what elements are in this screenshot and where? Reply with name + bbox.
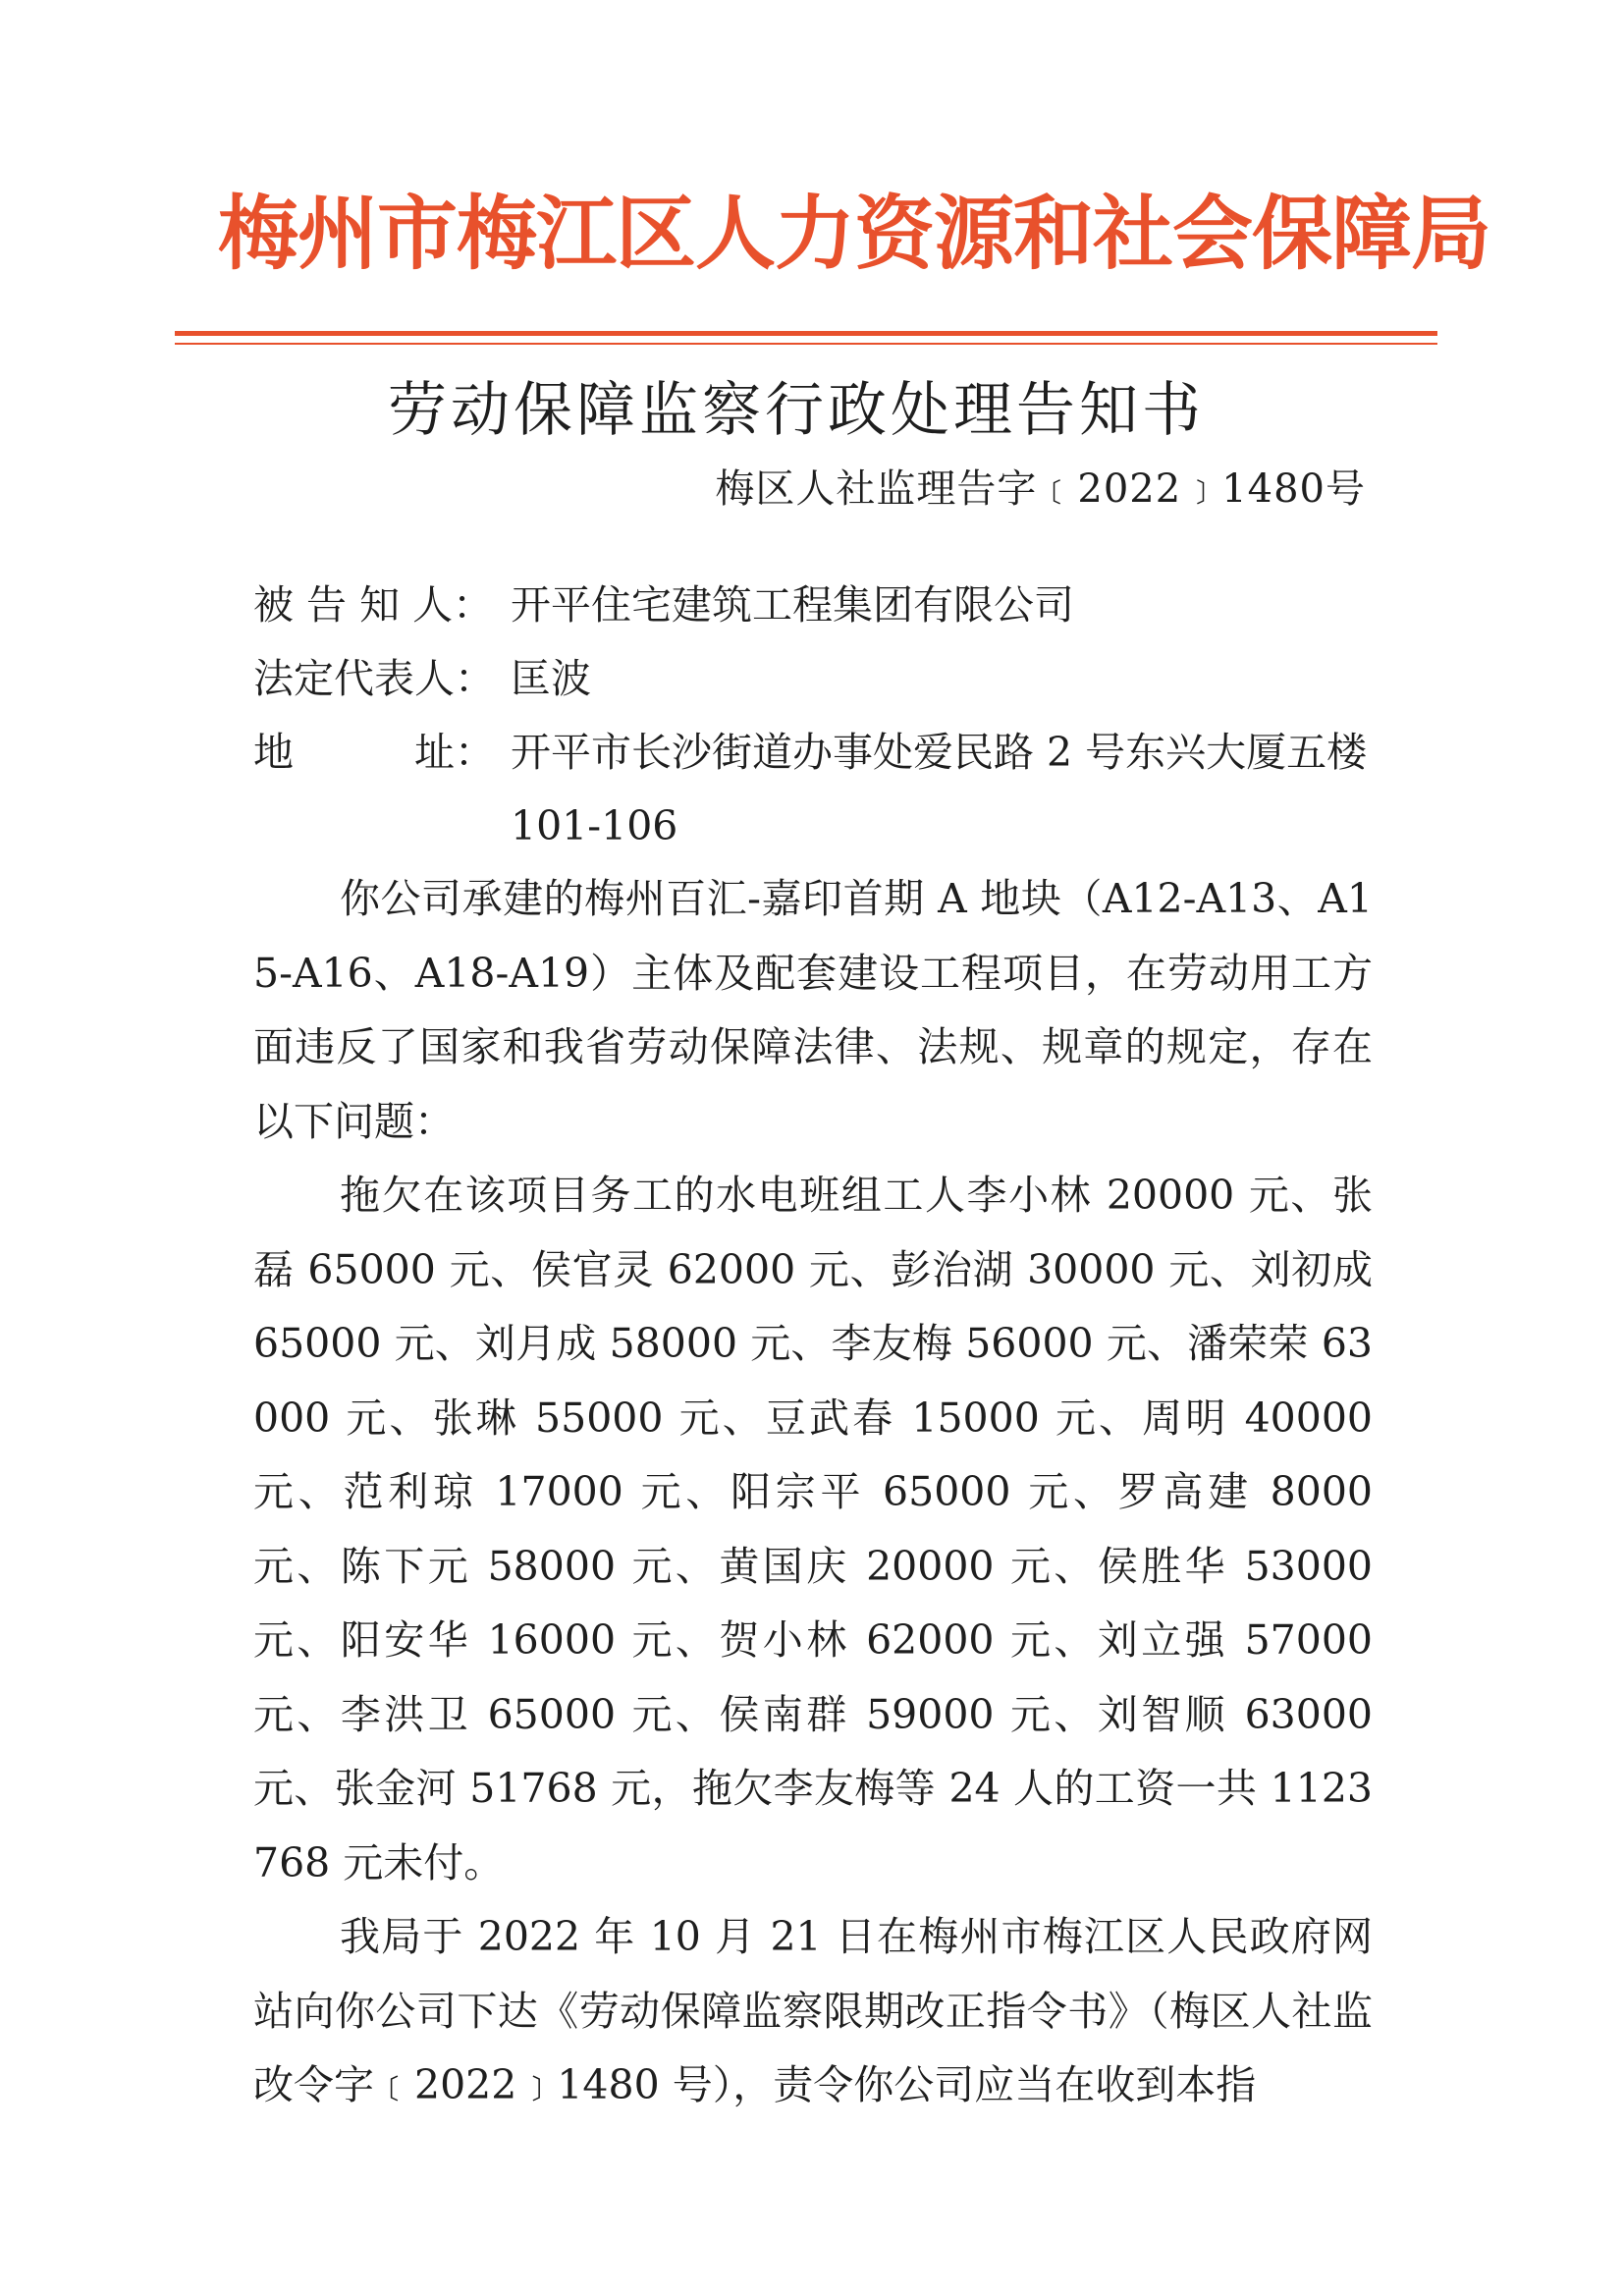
header-red-rule-thin [175,343,1437,345]
legal-representative-row [253,642,1373,716]
notified-party-label: 被 告 知 人： [253,581,494,629]
paragraph-unpaid-wages: 拖欠在该项目务工的水电班组工人李小林 20000 元、张磊 65000 元、侯官灵 62000 元、彭治湖 30000 元、刘初成 65000 元、刘月成 58000 元、李友梅 56000 元、潘荣荣 63000 元、张琳 55000 元、豆武春 15000 元、周明 40000 元、范利琼 17000 元、阳宗平 65000 元、罗高建 8000 元、陈下元 58000 元、黄国庆 20000 元、侯胜华 53000 元、阳安华 16000 元、贺小林 62000 元、刘立强 57000 元、李洪卫 65000 元、侯南群 59000 元、刘智顺 63000 元、张金河 51768 元，拖欠李友梅等 24 人的工资一共 1123768 元未付。 [253,1172,1373,1886]
notified-party-value: 开平住宅建筑工程集团有限公司 [511,581,1074,629]
legal-representative-label: 法定代表人： [253,655,495,702]
paragraph-violation-intro: 你公司承建的梅州百汇-嘉印首期 A 地块（A12-A13、A15-A16、A18-A19）主体及配套建设工程项目，在劳动用工方面违反了国家和我省劳动保障法律、法规、规章的规定，存在以下问题： [253,875,1373,1145]
address-label: 地 址： [253,729,495,776]
agency-name: 梅州市梅江区人力资源和社会保障局 [218,187,1491,281]
header-red-rule-thick [175,331,1437,336]
notified-party-row [253,569,1373,642]
recipient-info [253,569,1373,863]
document-body [253,862,1373,2123]
address-row [253,716,1373,863]
document-number: 梅区人社监理告字﹝2022﹞1480号 [715,466,1366,512]
paragraph-rectification-order: 我局于 2022 年 10 月 21 日在梅州市梅江区人民政府网站向你公司下达《劳动保障监察限期改正指令书》（梅区人社监改令字﹝2022﹞1480 号），责令你公司应当在收到本指 [253,1913,1373,2108]
address-value: 开平市长沙街道办事处爱民路 2 号东兴大厦五楼 101-106 [511,729,1368,849]
legal-representative-value: 匡波 [511,655,591,702]
document-title: 劳动保障监察行政处理告知书 [388,376,1205,445]
